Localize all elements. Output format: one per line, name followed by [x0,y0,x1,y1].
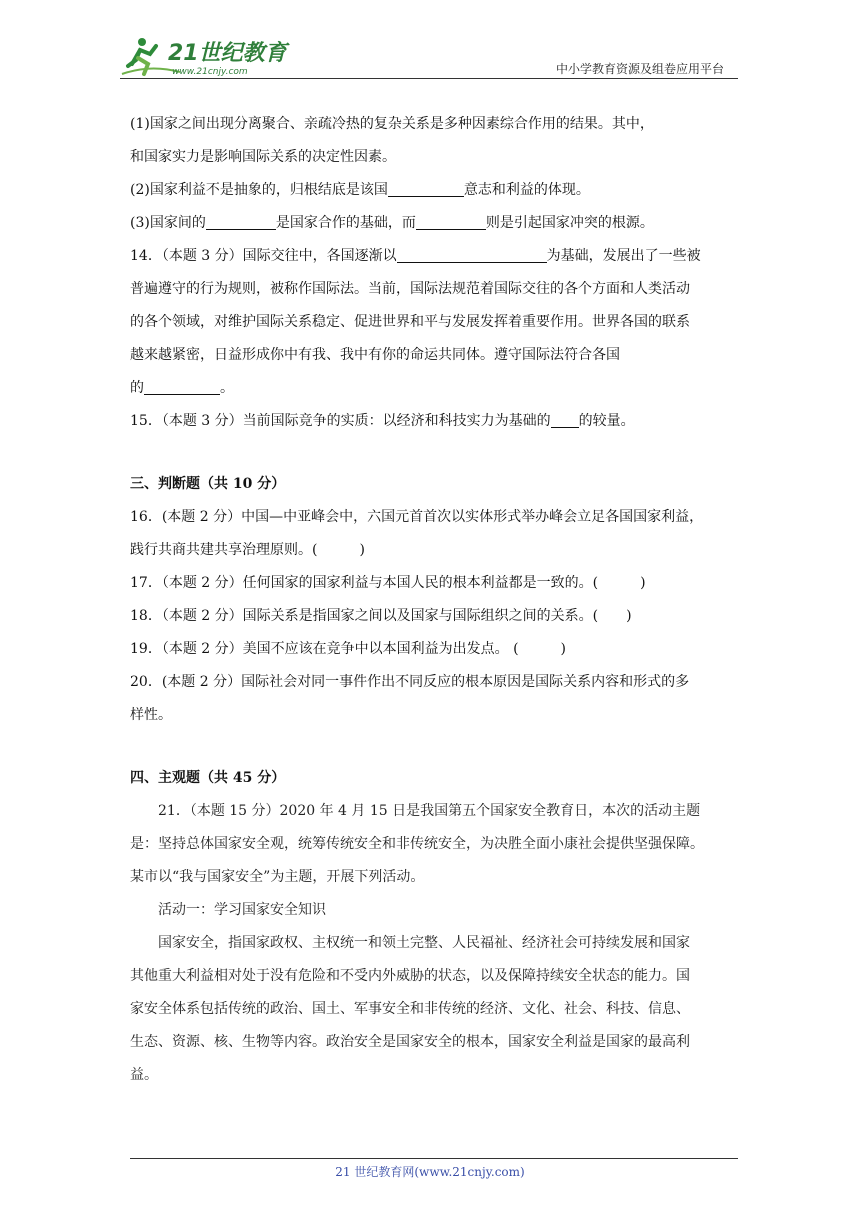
site-name: 中小学教育资源及组卷应用平台 [555,62,724,76]
q15-line [130,405,735,438]
q14-line-1 [130,240,735,273]
section-3-title: 三、判断题（共 10 分） [130,476,286,492]
section-4-title: 四、主观题（共 45 分） [130,770,286,786]
q18-line: 18．（本题 2 分）国际关系是指国家之间以及国家与国际组织之间的关系。( ) [130,608,632,624]
q21-line-2: 是：坚持总体国家安全观，统筹传统安全和非传统安全，为决胜全面小康社会提供坚强保障。 [130,836,704,852]
activity-1-line-3: 家安全体系包括传统的政治、国土、军事安全和非传统的经济、文化、社会、科技、信息、 [130,1001,690,1017]
q13-line-1: (1)国家之间出现分离聚合、亲疏冷热的复杂关系是多种因素综合作用的结果。其中， [130,116,654,132]
q14-text: 为基础，发展出了一些被 [546,248,701,264]
q14-line-3: 的各个领域，对维护国际关系稳定、促进世界和平与发展发挥着重要作用。世界各国的联系 [130,314,690,330]
q20-line-1: 20．(本题 2 分）国际社会对同一事件作出不同反应的根本原因是国际关系内容和形式的多 [130,674,690,690]
activity-1-line-5: 益。 [130,1067,158,1083]
answer-blank[interactable] [397,246,547,263]
spacer [130,438,735,468]
q14-line-2: 普遍遵守的行为规则，被称作国际法。当前，国际法规范着国际交往的各个方面和人类活动 [130,281,690,297]
q13-text: 是国家合作的基础，而 [275,215,416,231]
q13-text: (3)国家间的 [130,215,206,231]
activity-1-title: 活动一：学习国家安全知识 [158,902,326,918]
q13-line-4 [130,207,735,240]
footer-divider [130,1158,738,1159]
q14-text: 。 [220,380,234,396]
activity-1-line-4: 生态、资源、核、生物等内容。政治安全是国家安全的根本，国家安全利益是国家的最高利 [130,1034,690,1050]
q21-line-3: 某市以“我与国家安全”为主题，开展下列活动。 [130,869,425,885]
site-logo [120,34,290,80]
q20-line-2: 样性。 [130,707,172,723]
q17-line: 17．（本题 2 分）任何国家的国家利益与本国人民的根本利益都是一致的。( ) [130,575,646,591]
activity-1-line-1: 国家安全，指国家政权、主权统一和领土完整、人民福祉、经济社会可持续发展和国家 [158,935,690,951]
q13-line-2: 和国家实力是影响国际关系的决定性因素。 [130,149,396,165]
document-body [130,108,735,1092]
q13-text: 意志和利益的体现。 [463,182,590,198]
answer-blank[interactable] [416,213,486,230]
logo-text: 21世纪教育 [168,41,287,66]
q14-text: 的 [130,380,144,396]
logo-url: www.21cnjy.com [172,67,248,77]
q15-text: 15．（本题 3 分）当前国际竞争的实质：以经济和科技实力为基础的 [130,413,551,429]
q13-text: (2)国家利益不是抽象的，归根结底是该国 [130,182,388,198]
q14-text: 14．（本题 3 分）国际交往中，各国逐渐以 [130,248,397,264]
activity-1-line-2: 其他重大利益相对处于没有危险和不受内外威胁的状态，以及保障持续安全状态的能力。国 [130,968,690,984]
q16-line-1: 16．(本题 2 分）中国—中亚峰会中，六国元首首次以实体形式举办峰会立足各国国家利益， [130,509,704,525]
q16-line-2: 践行共商共建共享治理原则。( ) [130,542,365,558]
q14-line-4: 越来越紧密，日益形成你中有我、我中有你的命运共同体。遵守国际法符合各国 [130,347,620,363]
q15-text: 的较量。 [578,413,635,429]
spacer [130,732,735,762]
q14-line-5 [130,372,735,405]
q19-line: 19．（本题 2 分）美国不应该在竞争中以本国利益为出发点。 ( ) [130,641,566,657]
answer-blank[interactable] [551,411,579,428]
q13-line-3 [130,174,735,207]
answer-blank[interactable] [144,378,220,395]
footer-link[interactable]: 21 世纪教育网(www.21cnjy.com) [335,1165,525,1179]
q13-text: 则是引起国家冲突的根源。 [485,215,654,231]
answer-blank[interactable] [206,213,276,230]
answer-blank[interactable] [388,180,464,197]
q21-line-1: 21．（本题 15 分）2020 年 4 月 15 日是我国第五个国家安全教育日，本次的活动主题 [158,803,701,819]
header-divider [120,78,738,79]
